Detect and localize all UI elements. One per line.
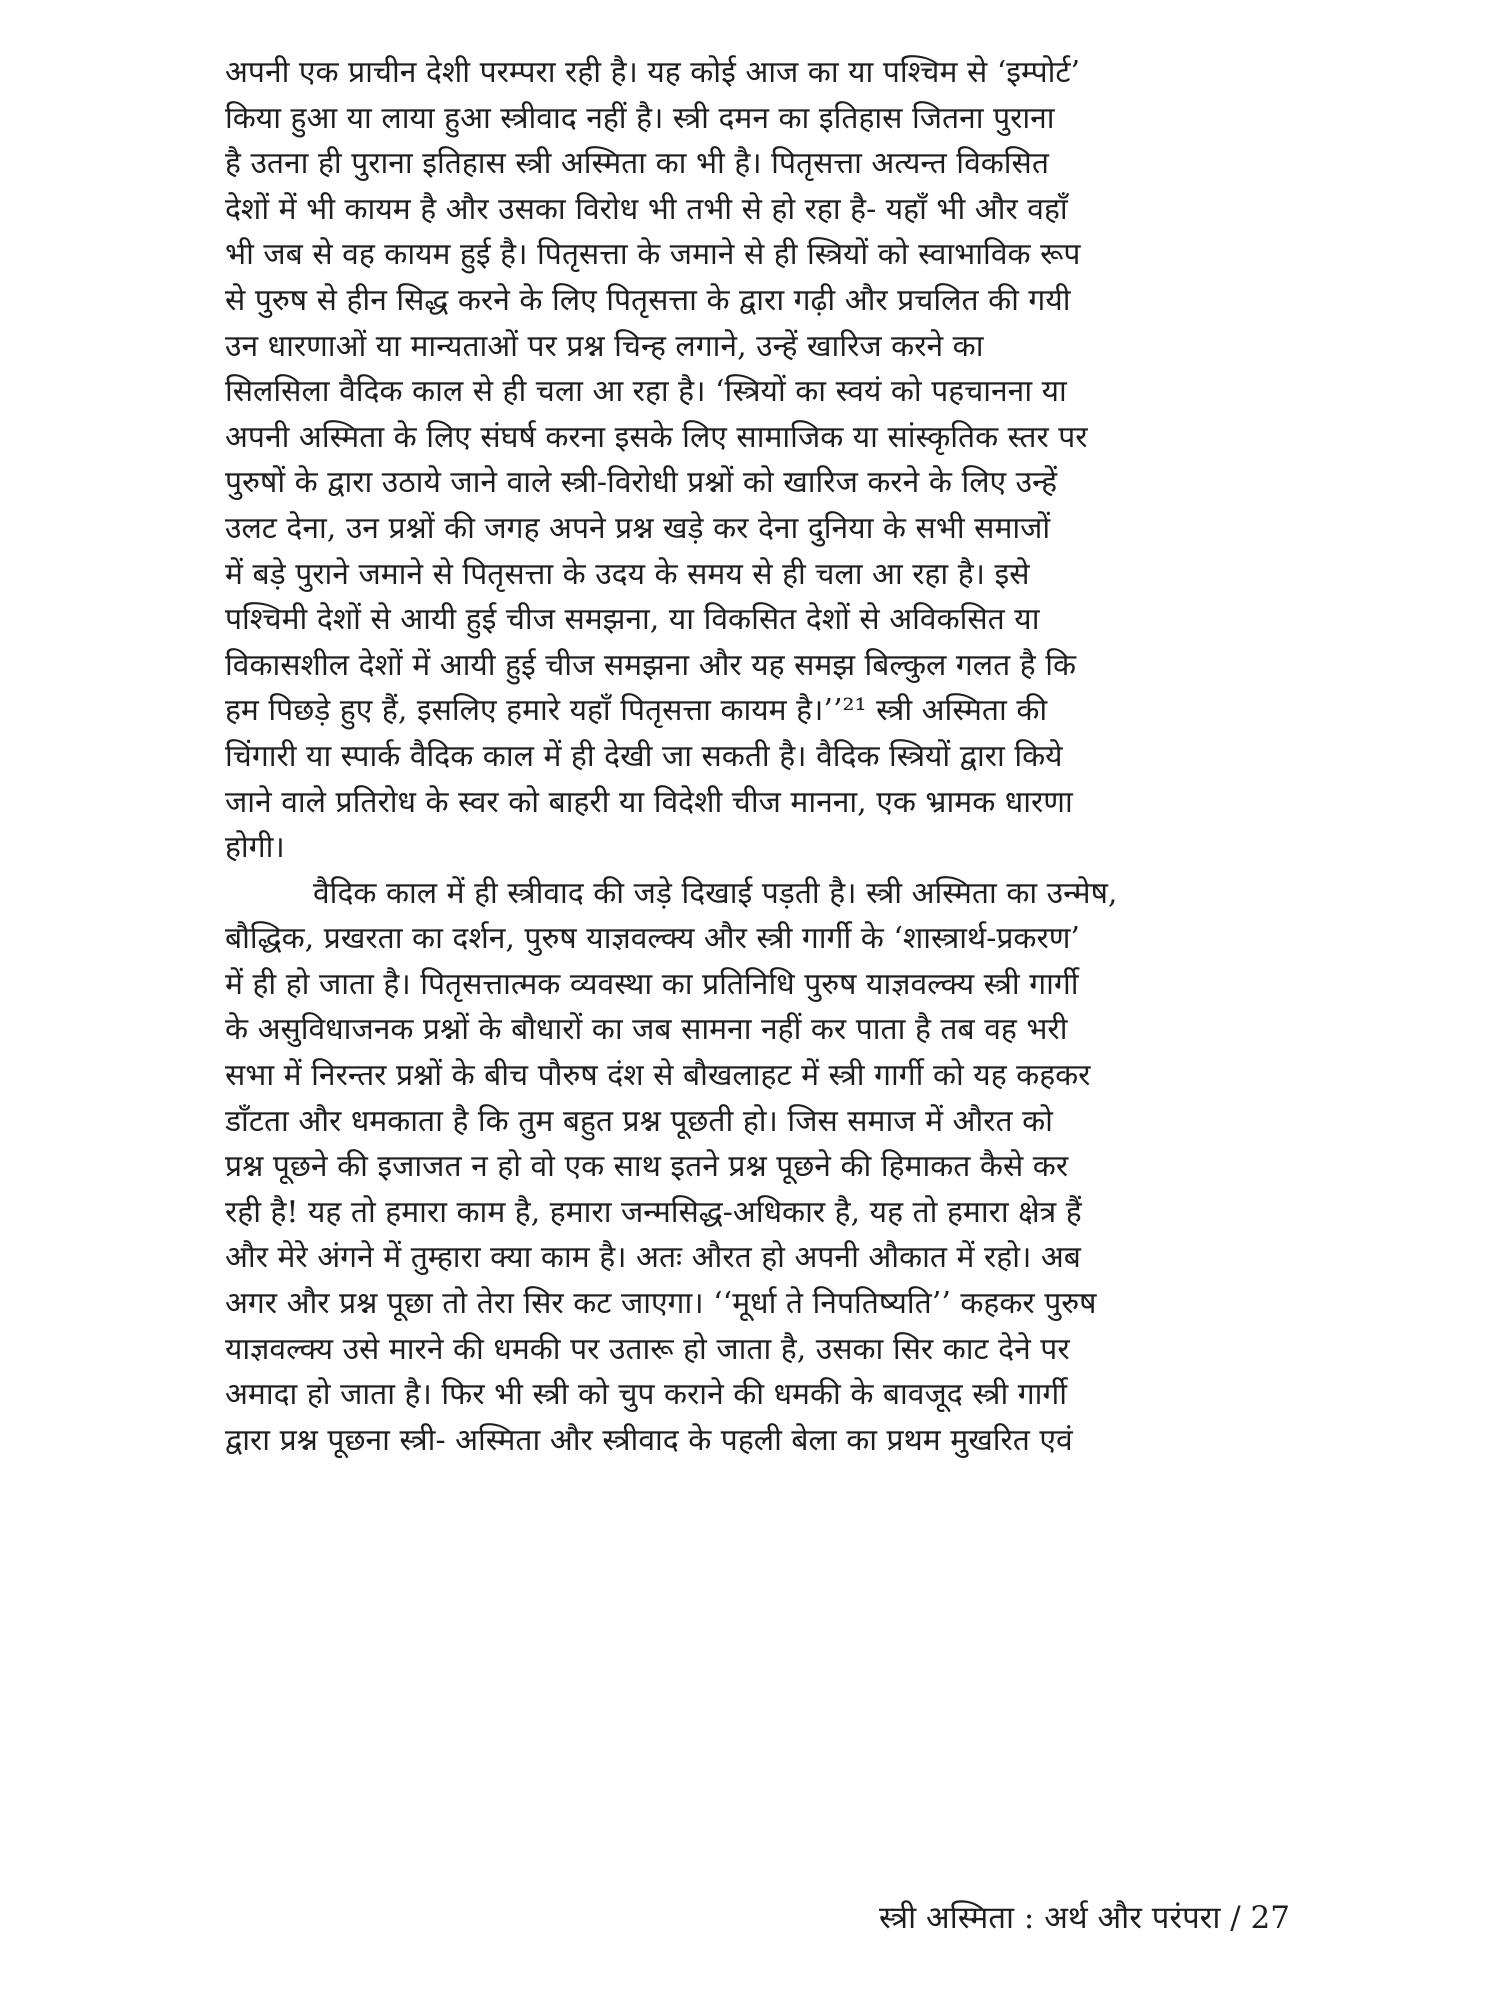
text-line: वैदिक काल में ही स्त्रीवाद की जड़े दिखाई पड़ती है। स्त्री अस्मिता का उन्मेष, xyxy=(313,875,1118,911)
text-line: भी जब से वह कायम हुई है। पितृसत्ता के जमाने से ही स्त्रियों को स्वाभाविक रूप xyxy=(225,237,1081,273)
paragraph-2 xyxy=(225,871,1290,1464)
text-line: द्वारा प्रश्न पूछना स्त्री- अस्मिता और स्त्रीवाद के पहली बेला का प्रथम मुखरित एवं xyxy=(225,1422,1073,1458)
text-line: प्रश्न पूछने की इजाजत न हो वो एक साथ इतने प्रश्न पूछने की हिमाकत कैसे कर xyxy=(225,1149,1069,1185)
text-line: हम पिछड़े हुए हैं, इसलिए हमारे यहाँ पितृसत्ता कायम है।’’²¹ स्त्री अस्मिता की xyxy=(225,693,1048,729)
text-line: है उतना ही पुराना इतिहास स्त्री अस्मिता का भी है। पितृसत्ता अत्यन्त विकसित xyxy=(225,146,1049,182)
paragraph-1 xyxy=(225,50,1290,871)
text-line: किया हुआ या लाया हुआ स्त्रीवाद नहीं है। स्त्री दमन का इतिहास जितना पुराना xyxy=(225,100,1055,136)
text-line: जाने वाले प्रतिरोध के स्वर को बाहरी या विदेशी चीज मानना, एक भ्रामक धारणा xyxy=(225,784,1073,820)
text-line: अपनी एक प्राचीन देशी परम्परा रही है। यह कोई आज का या पश्चिम से ‘इम्पोर्ट’ xyxy=(225,55,1081,90)
text-line: अपनी अस्मिता के लिए संघर्ष करना इसके लिए सामाजिक या सांस्कृतिक स्तर पर xyxy=(225,419,1088,455)
text-line: अमादा हो जाता है। फिर भी स्त्री को चुप कराने की धमकी के बावजूद स्त्री गार्गी xyxy=(225,1377,1068,1413)
text-line: पुरुषों के द्वारा उठाये जाने वाले स्त्री-विरोधी प्रश्नों को खारिज करने के लिए उन्हें xyxy=(225,465,1058,501)
body-text xyxy=(225,50,1290,1463)
text-line: में ही हो जाता है। पितृसत्तात्मक व्यवस्था का प्रतिनिधि पुरुष याज्ञवल्क्य स्त्री गार्गी xyxy=(225,966,1079,1002)
text-line: डाँटता और धमकाता है कि तुम बहुत प्रश्न पूछती हो। जिस समाज में औरत को xyxy=(225,1103,1053,1139)
text-line: में बड़े पुराने जमाने से पितृसत्ता के उदय के समय से ही चला आ रहा है। इसे xyxy=(225,556,1030,592)
text-line: विकासशील देशों में आयी हुई चीज समझना और यह समझ बिल्कुल गलत है कि xyxy=(225,647,1077,683)
text-line: देशों में भी कायम है और उसका विरोध भी तभी से हो रहा है- यहाँ भी और वहाँ xyxy=(225,191,1068,227)
text-line: याज्ञवल्क्य उसे मारने की धमकी पर उतारू हो जाता है, उसका सिर काट देने पर xyxy=(225,1331,1070,1367)
text-line: से पुरुष से हीन सिद्ध करने के लिए पितृसत्ता के द्वारा गढ़ी और प्रचलित की गयी xyxy=(225,282,1071,318)
page-footer: स्त्री अस्मिता : अर्थ और परंपरा / 27 xyxy=(878,1900,1290,1936)
text-line: उन धारणाओं या मान्यताओं पर प्रश्न चिन्ह लगाने, उन्हें खारिज करने का xyxy=(225,328,984,364)
text-line: के असुविधाजनक प्रश्नों के बौधारों का जब सामना नहीं कर पाता है तब वह भरी xyxy=(225,1012,1068,1048)
text-line: रही है! यह तो हमारा काम है, हमारा जन्मसिद्ध-अधिकार है, यह तो हमारा क्षेत्र हैं xyxy=(225,1194,1082,1230)
text-line: उलट देना, उन प्रश्नों की जगह अपने प्रश्न खड़े कर देना दुनिया के सभी समाजों xyxy=(225,510,1051,546)
text-line: सभा में निरन्तर प्रश्नों के बीच पौरुष दंश से बौखलाहट में स्त्री गार्गी को यह कहकर xyxy=(225,1058,1091,1094)
text-line: पश्चिमी देशों से आयी हुई चीज समझना, या विकसित देशों से अविकसित या xyxy=(225,602,1040,638)
text-line: होगी। xyxy=(225,830,285,866)
text-line: चिंगारी या स्पार्क वैदिक काल में ही देखी जा सकती है। वैदिक स्त्रियों द्वारा किये xyxy=(225,738,1063,774)
text-line: बौद्धिक, प्रखरता का दर्शन, पुरुष याज्ञवल्क्य और स्त्री गार्गी के ‘शास्त्रार्थ-प्रकरण’ xyxy=(225,921,1080,957)
text-line: सिलसिला वैदिक काल से ही चला आ रहा है। ‘स्त्रियों का स्वयं को पहचानना या xyxy=(225,374,1067,410)
text-line: और मेरे अंगने में तुम्हारा क्या काम है। अतः औरत हो अपनी औकात में रहो। अब xyxy=(225,1240,1081,1276)
text-line: अगर और प्रश्न पूछा तो तेरा सिर कट जाएगा। ‘‘मूर्धा ते निपतिष्यति’’ कहकर पुरुष xyxy=(225,1286,1097,1322)
